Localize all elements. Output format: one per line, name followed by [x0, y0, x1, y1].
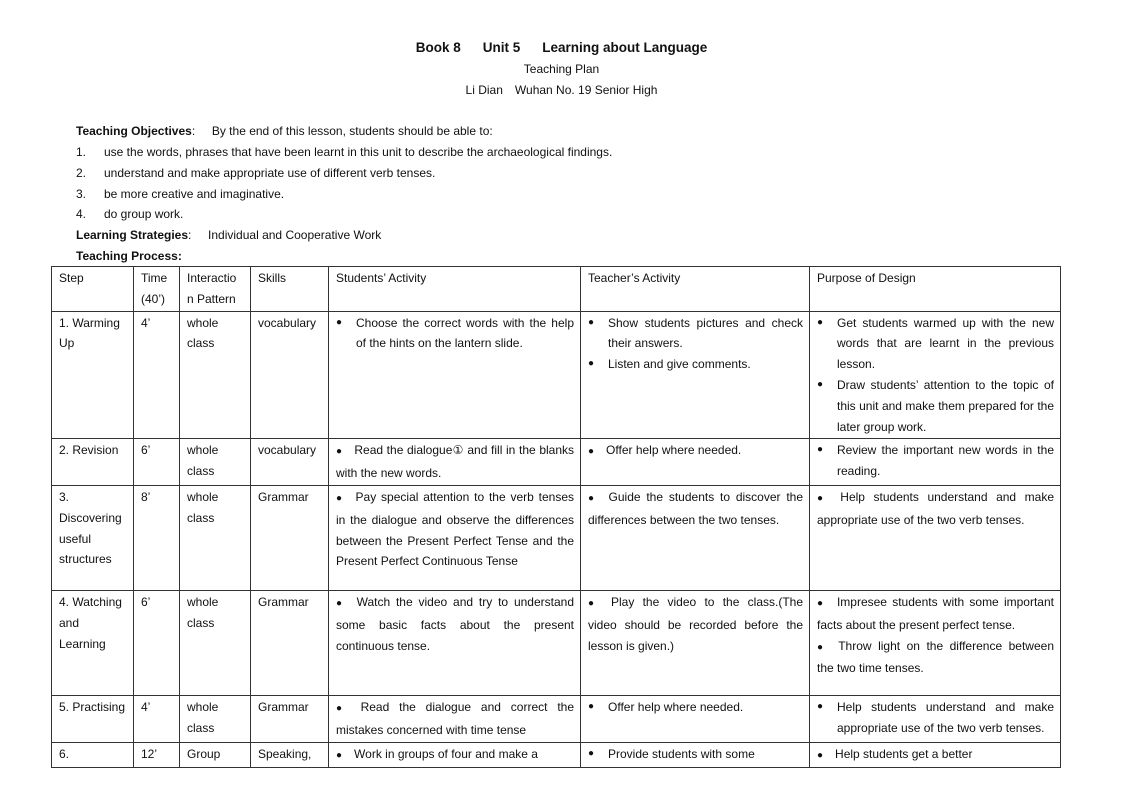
bullet-item: ● Watch the video and try to understand some basic facts about the present continuous tense. — [336, 594, 574, 653]
header-purpose: Purpose of Design — [810, 267, 1061, 312]
purpose-cell — [810, 311, 1061, 439]
pattern-cell: whole class — [180, 695, 251, 742]
step-cell: 2. Revision — [52, 439, 134, 486]
header-skills: Skills — [251, 267, 329, 312]
skills-cell: Speaking, — [251, 742, 329, 768]
bullet-item: ● Pay special attention to the verb tenses in the dialogue and observe the differences between the Present Perfect Tense and the Present Perfect Continuous Tense — [336, 489, 574, 569]
bullet-icon: ● — [817, 492, 829, 504]
process-heading: Teaching Process: — [76, 249, 182, 263]
bullet-item: ● Help students understand and make appropriate use of the two verb tenses. — [817, 697, 1054, 739]
bullet-item: ● Help students get a better — [817, 746, 973, 761]
bullet-item: ● Show students pictures and check their answers. — [588, 313, 803, 355]
students-activity-cell — [329, 439, 581, 486]
bullet-icon: ● — [336, 597, 345, 609]
time-cell: 8’ — [134, 485, 180, 590]
students-activity-cell — [329, 311, 581, 439]
step-cell: 3. Discovering useful structures — [52, 485, 134, 590]
skills-cell: vocabulary — [251, 311, 329, 439]
header-time: Time (40’) — [134, 267, 180, 312]
bullet-item: ● Work in groups of four and make a — [336, 746, 538, 761]
teaching-process-table — [51, 266, 1061, 768]
bullet-icon: ● — [336, 492, 344, 504]
bullet-item: ● Listen and give comments. — [588, 354, 803, 375]
table-row — [52, 311, 1061, 439]
bullet-item: ● Guide the students to discover the differences between the two tenses. — [588, 489, 803, 527]
purpose-cell — [810, 439, 1061, 486]
time-cell: 12’ — [134, 742, 180, 768]
objective-item: 4. do group work. — [76, 207, 184, 221]
table-row — [52, 590, 1061, 695]
bullet-icon: ● — [817, 597, 825, 609]
bullet-item: ● Impresee students with some important facts about the present perfect tense. — [817, 594, 1054, 632]
header-pattern: Interactio n Pattern — [180, 267, 251, 312]
students-activity-cell — [329, 485, 581, 590]
pattern-cell: whole class — [180, 439, 251, 486]
unit-label: Unit 5 — [482, 40, 521, 55]
step-cell: 5. Practising — [52, 695, 134, 742]
purpose-cell — [810, 695, 1061, 742]
bullet-icon: ● — [336, 749, 343, 761]
author-line — [0, 83, 1123, 97]
table-header-row — [52, 267, 1061, 312]
table-row — [52, 439, 1061, 486]
pattern-cell: whole class — [180, 311, 251, 439]
bullet-item: ● Throw light on the difference between the two time tenses. — [817, 638, 1054, 676]
school-name: Wuhan No. 19 Senior High — [514, 83, 658, 97]
students-activity-cell — [329, 742, 581, 768]
purpose-cell — [810, 485, 1061, 590]
students-activity-cell — [329, 695, 581, 742]
bullet-icon: ● — [817, 749, 824, 761]
pattern-cell: whole class — [180, 590, 251, 695]
document-title — [0, 40, 1123, 55]
objectives-intro: By the end of this lesson, students should be able to: — [211, 124, 493, 138]
topic-label: Learning about Language — [542, 40, 708, 55]
skills-cell: Grammar — [251, 485, 329, 590]
students-activity-cell — [329, 590, 581, 695]
purpose-cell — [810, 590, 1061, 695]
time-cell: 6’ — [134, 439, 180, 486]
bullet-icon: ● — [336, 446, 343, 458]
table-row — [52, 742, 1061, 768]
bullet-icon: ● — [588, 446, 595, 458]
objective-item: 2. understand and make appropriate use of different verb tenses. — [76, 166, 436, 180]
document-subtitle: Teaching Plan — [523, 62, 600, 76]
table-row — [52, 485, 1061, 590]
skills-cell: Grammar — [251, 695, 329, 742]
header-step: Step — [52, 267, 134, 312]
table-row — [52, 695, 1061, 742]
teacher-activity-cell — [581, 695, 810, 742]
objective-item: 3. be more creative and imaginative. — [76, 187, 285, 201]
skills-cell: vocabulary — [251, 439, 329, 486]
bullet-item: ● Choose the correct words with the help of the hints on the lantern slide. — [336, 313, 574, 355]
teacher-activity-cell — [581, 311, 810, 439]
objective-item: 1. use the words, phrases that have been learnt in this unit to describe the archaeological findings. — [76, 145, 613, 159]
header-teacher-activity: Teacher’s Activity — [581, 267, 810, 312]
bullet-icon: ● — [336, 702, 349, 714]
bullet-item: ● Help students understand and make appropriate use of the two verb tenses. — [817, 489, 1054, 527]
strategies-value: Individual and Cooperative Work — [208, 228, 382, 242]
bullet-icon: ● — [817, 641, 827, 653]
header-students-activity: Students’ Activity — [329, 267, 581, 312]
time-cell: 6’ — [134, 590, 180, 695]
teacher-activity-cell — [581, 439, 810, 486]
bullet-item: ● Provide students with some — [588, 744, 803, 765]
step-cell: 1. Warming Up — [52, 311, 134, 439]
strategies-line: Learning Strategies: Individual and Cooperative Work — [76, 228, 382, 242]
book-label: Book 8 — [415, 40, 461, 55]
time-cell: 4’ — [134, 311, 180, 439]
skills-cell: Grammar — [251, 590, 329, 695]
time-cell: 4’ — [134, 695, 180, 742]
teacher-activity-cell — [581, 590, 810, 695]
strategies-label: Learning Strategies — [76, 228, 189, 242]
author-name: Li Dian — [465, 83, 503, 97]
objectives-heading: Teaching Objectives: By the end of this lesson, students should be able to: — [76, 124, 493, 138]
bullet-item: ● Draw students’ attention to the topic of this unit and make them prepared for the later group work. — [817, 375, 1054, 437]
teacher-activity-cell — [581, 485, 810, 590]
bullet-item: ● Play the video to the class.(The video should be recorded before the lesson is given.) — [588, 594, 803, 653]
bullet-item: ● Get students warmed up with the new words that are learnt in the previous lesson. — [817, 313, 1054, 375]
bullet-item: ● Offer help where needed. — [588, 697, 803, 718]
teacher-activity-cell — [581, 742, 810, 768]
pattern-cell: Group — [180, 742, 251, 768]
bullet-item: ● Read the dialogue and correct the mistakes concerned with time tense — [336, 699, 574, 737]
pattern-cell: whole class — [180, 485, 251, 590]
purpose-cell — [810, 742, 1061, 768]
bullet-icon: ● — [588, 492, 597, 504]
bullet-item: ● Review the important new words in the reading. — [817, 440, 1054, 482]
bullet-icon: ● — [588, 597, 599, 609]
bullet-item: ● Offer help where needed. — [588, 443, 742, 458]
step-cell: 6. — [52, 742, 134, 768]
bullet-item: ● Read the dialogue① and fill in the blanks with the new words. — [336, 443, 575, 481]
step-cell: 4. Watching and Learning — [52, 590, 134, 695]
objectives-label: Teaching Objectives — [76, 124, 192, 138]
